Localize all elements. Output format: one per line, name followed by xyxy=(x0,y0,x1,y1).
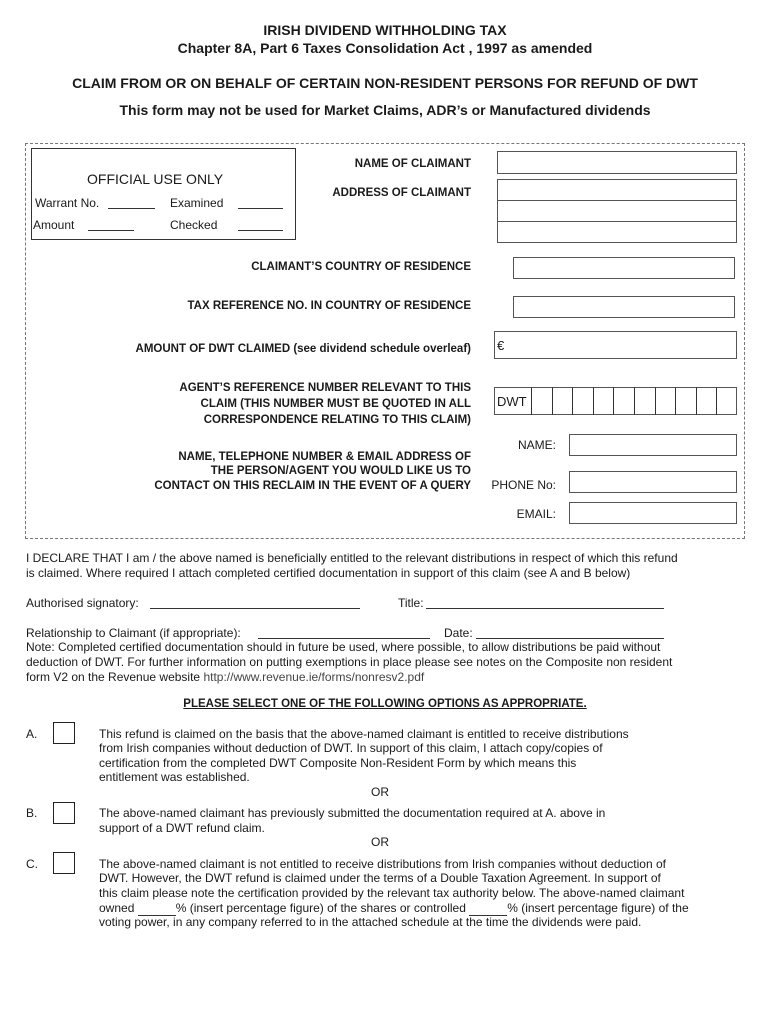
claimant-address-line-2[interactable] xyxy=(497,200,737,222)
amount-claimed-label: AMOUNT OF DWT CLAIMED (see dividend schedule overleaf) xyxy=(135,343,471,355)
warrant-label: Warrant No. xyxy=(35,196,100,210)
option-b-checkbox[interactable] xyxy=(53,802,75,824)
euro-symbol: € xyxy=(497,338,505,353)
note-line-3-text: form V2 on the Revenue website xyxy=(26,670,204,684)
name-of-claimant-label: NAME OF CLAIMANT xyxy=(354,158,471,170)
declaration-line-1: I DECLARE THAT I am / the above named is beneficially entitled to the relevant distributions in respect of which this refund xyxy=(26,551,678,565)
digit-cell[interactable] xyxy=(634,387,655,415)
digit-cell[interactable] xyxy=(696,387,717,415)
digit-cell[interactable] xyxy=(552,387,573,415)
option-c-line-3: this claim please note the certification provided by the relevant tax authority below. The above-named claimant xyxy=(99,886,685,900)
dwt-prefix: DWT xyxy=(497,394,527,409)
date-line[interactable] xyxy=(476,638,664,639)
digit-cell[interactable] xyxy=(531,387,552,415)
checked-label: Checked xyxy=(170,218,218,232)
amount-label: Amount xyxy=(33,218,75,232)
contact-label-2: THE PERSON/AGENT YOU WOULD LIKE US TO xyxy=(210,465,471,477)
amount-line xyxy=(88,230,134,231)
examined-line xyxy=(238,208,283,209)
digit-cell[interactable] xyxy=(675,387,696,415)
contact-phone-label: PHONE No: xyxy=(491,478,556,492)
title-line[interactable] xyxy=(426,608,664,609)
title-label: Title: xyxy=(398,596,424,610)
option-c-checkbox[interactable] xyxy=(53,852,75,874)
address-of-claimant-label: ADDRESS OF CLAIMANT xyxy=(332,187,471,199)
claimant-address-line-3[interactable] xyxy=(497,221,737,243)
revenue-link[interactable]: http://www.revenue.ie/forms/nonresv2.pdf xyxy=(203,670,425,684)
declaration-line-2: is claimed. Where required I attach completed certified documentation in support of this claim (see A and B below) xyxy=(26,566,631,580)
option-a-line-4: entitlement was established. xyxy=(99,770,250,784)
claim-title: CLAIM FROM OR ON BEHALF OF CERTAIN NON-RESIDENT PERSONS FOR REFUND OF DWT xyxy=(72,75,698,91)
digit-cell[interactable] xyxy=(572,387,593,415)
relationship-line[interactable] xyxy=(258,638,430,639)
digit-cell[interactable] xyxy=(613,387,634,415)
checked-line xyxy=(238,230,283,231)
amount-claimed-field[interactable] xyxy=(494,331,737,359)
contact-email-label: EMAIL: xyxy=(516,507,556,521)
country-label: CLAIMANT’S COUNTRY OF RESIDENCE xyxy=(251,261,471,273)
shares-text: % (insert percentage figure) of the shares or controlled xyxy=(175,901,466,915)
contact-name-label: NAME: xyxy=(517,438,556,452)
note-line-1: Note: Completed certified documentation should in future be used, where possible, to allow distributions be paid without xyxy=(26,640,661,654)
date-label: Date: xyxy=(444,626,473,640)
contact-email-field[interactable] xyxy=(569,502,737,524)
note-line-3 xyxy=(26,670,756,685)
option-c-line-5: voting power, in any company referred to in the attached schedule at the time the dividends were paid. xyxy=(99,915,642,929)
tax-ref-field[interactable] xyxy=(513,296,735,318)
claimant-address-line-1[interactable] xyxy=(497,179,737,201)
warrant-line xyxy=(108,208,155,209)
digit-cell[interactable] xyxy=(716,387,737,415)
country-field[interactable] xyxy=(513,257,735,279)
digit-cell[interactable] xyxy=(655,387,676,415)
or-separator-2: OR xyxy=(371,835,389,849)
or-separator-1: OR xyxy=(371,785,389,799)
option-a-line-1: This refund is claimed on the basis that the above-named claimant is entitled to receive distributions xyxy=(99,727,629,741)
agent-ref-digit-cells xyxy=(531,387,737,415)
voting-text: % (insert percentage figure) of the xyxy=(507,901,689,915)
contact-label-1: NAME, TELEPHONE NUMBER & EMAIL ADDRESS OF xyxy=(178,451,471,463)
claimant-name-field[interactable] xyxy=(497,151,737,174)
signatory-line[interactable] xyxy=(150,608,360,609)
option-b-letter: B. xyxy=(26,806,38,820)
option-a-line-2: from Irish companies without deduction of DWT. In support of this claim, I attach copy/copies of xyxy=(99,741,603,755)
digit-cell[interactable] xyxy=(593,387,614,415)
restriction-note: This form may not be used for Market Claims, ADR’s or Manufactured dividends xyxy=(119,102,651,118)
examined-label: Examined xyxy=(170,196,224,210)
options-heading: PLEASE SELECT ONE OF THE FOLLOWING OPTIONS AS APPROPRIATE. xyxy=(183,698,587,710)
option-b-line-2: support of a DWT refund claim. xyxy=(99,821,265,835)
option-c-letter: C. xyxy=(26,857,38,871)
signatory-label: Authorised signatory: xyxy=(26,596,139,610)
agent-ref-label-2: CLAIM (THIS NUMBER MUST BE QUOTED IN ALL xyxy=(200,398,471,410)
contact-name-field[interactable] xyxy=(569,434,737,456)
contact-label-3: CONTACT ON THIS RECLAIM IN THE EVENT OF A QUERY xyxy=(154,480,471,492)
agent-ref-label-3: CORRESPONDENCE RELATING TO THIS CLAIM) xyxy=(203,414,471,426)
option-c-line-1: The above-named claimant is not entitled to receive distributions from Irish companies without deduction of xyxy=(99,857,666,871)
agent-ref-field[interactable] xyxy=(494,387,737,415)
option-a-letter: A. xyxy=(26,727,38,741)
note-line-2: deduction of DWT. For further information on putting exemptions in place please see notes on the Composite non resident xyxy=(26,655,673,669)
form-subtitle: Chapter 8A, Part 6 Taxes Consolidation Act , 1997 as amended xyxy=(177,40,593,56)
option-a-line-3: certification from the completed DWT Composite Non-Resident Form by which means this xyxy=(99,756,577,770)
option-c-line-2: DWT. However, the DWT refund is claimed under the terms of a Double Taxation Agreement. In support of xyxy=(99,871,661,885)
agent-ref-label-1: AGENT’S REFERENCE NUMBER RELEVANT TO THIS xyxy=(179,382,471,394)
owned-label: owned xyxy=(99,901,135,915)
tax-ref-label: TAX REFERENCE NO. IN COUNTRY OF RESIDENCE xyxy=(187,300,471,312)
option-a-checkbox[interactable] xyxy=(53,722,75,744)
option-c-line-4 xyxy=(99,901,764,916)
relationship-label: Relationship to Claimant (if appropriate): xyxy=(26,626,241,640)
official-use-box xyxy=(31,148,296,240)
option-b-line-1: The above-named claimant has previously submitted the documentation required at A. above in xyxy=(99,806,606,820)
form-title: IRISH DIVIDEND WITHHOLDING TAX xyxy=(263,22,507,38)
official-use-title: OFFICIAL USE ONLY xyxy=(87,171,224,187)
contact-phone-field[interactable] xyxy=(569,471,737,493)
